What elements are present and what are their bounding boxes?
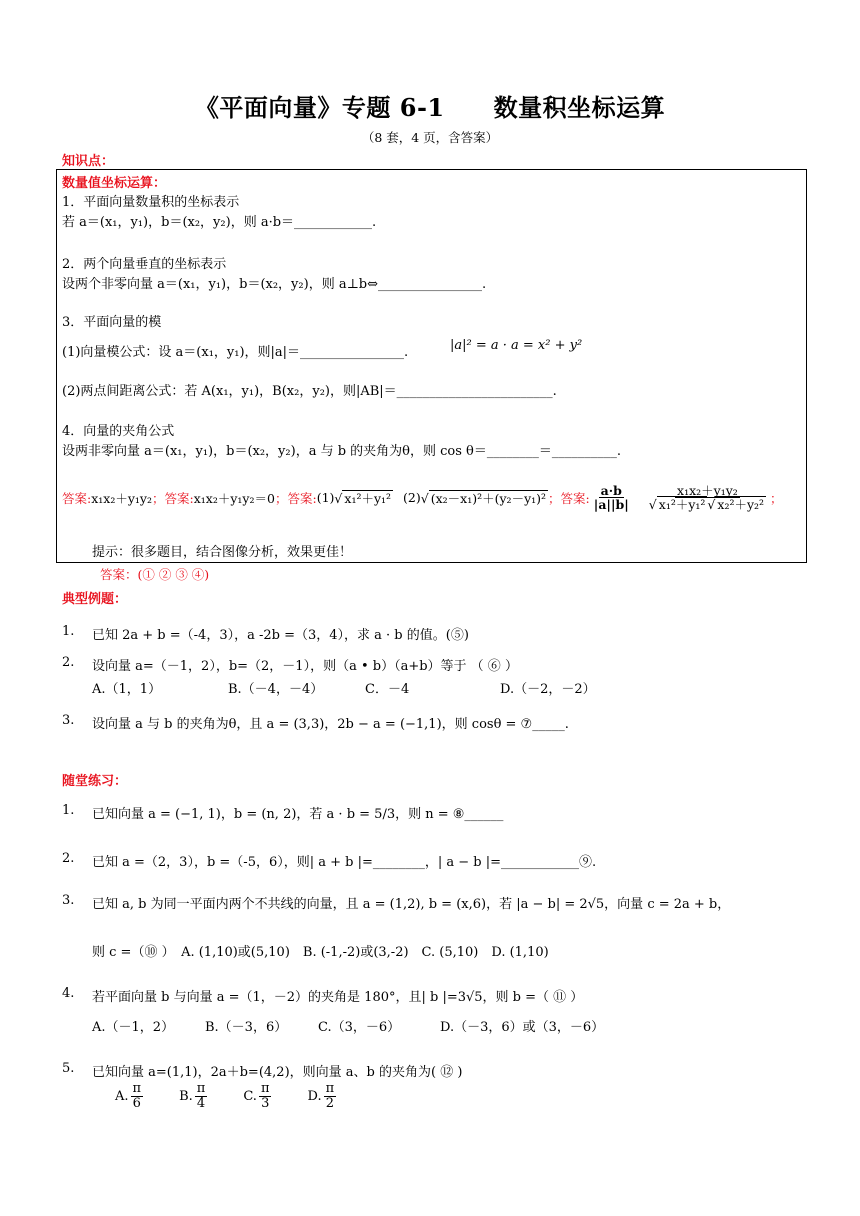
- practice-3-text: 已知 a, b 为同一平面内两个不共线的向量，且 a = (1,2), b = (x,6)，若 |a − b| = 2√5，向量 c = 2a + b，: [92, 897, 731, 912]
- option-label: A.: [115, 1088, 129, 1104]
- answer-row: 答案: x₁x₂＋y₁y₂ ； 答案: x₁x₂＋y₁y₂＝0 ； 答案: (1) √ x₁²＋y₁² (2) √ (x₂－x₁)²＋(y₂－y₁)² ； 答案: $\frac{a\cdot b}{|a||b|}$ $\frac{\text{x₁x₂＋y₁y₂}}{\text{√ x₁²＋y₁² √ x₂²＋y₂²}}$ ；: [62, 483, 783, 513]
- example-3-text: 设向量 a 与 b 的夹角为θ，且 a = (3,3)，2b − a = (−1,1)，则 cosθ = ⑦_____.: [92, 717, 569, 732]
- example-2-option-c: C．－4: [365, 682, 410, 697]
- example-2-num: 2.: [62, 655, 75, 670]
- practice-5-option-c: [243, 1082, 273, 1110]
- answer-4-den2b: x₂²＋y₂²: [717, 497, 765, 513]
- practice-5-option-a: [115, 1082, 145, 1110]
- option-num: π: [260, 1081, 270, 1096]
- answer-4-den: |a||b|: [593, 497, 629, 513]
- example-2-text: 设向量 a=（－1，2），b=（2，－1），则（a • b）（a+b）等于 （ ⑥ ）: [92, 659, 518, 674]
- practice-3-num: 3.: [62, 893, 75, 908]
- answer-4-frac2: $\frac{\text{x₁x₂＋y₁y₂}}{\text{√ x₁²＋y₁² √ x₂²＋y₂²}}$: [648, 483, 765, 513]
- example-2-option-b: B.（－4，－4）: [228, 682, 324, 697]
- option-label: D.: [307, 1088, 322, 1104]
- option-num: π: [132, 1081, 142, 1096]
- practice-2-text: 已知 a =（2，3），b =（-5，6），则| a + b |=________，| a − b |=____________⑨.: [92, 855, 597, 870]
- item4-body: 设两非零向量 a＝(x₁，y₁)，b＝(x₂，y₂)，a 与 b 的夹角为θ，则 cos θ＝________＝__________.: [62, 444, 621, 459]
- answer-label-3: 答案:: [287, 490, 317, 506]
- option-den: 3: [261, 1095, 270, 1111]
- practice-4-option-d: D.（－3，6）或（3，－6）: [440, 1020, 605, 1035]
- answers-line: 答案：(① ② ③ ④): [100, 567, 210, 582]
- practice-2-num: 2.: [62, 851, 75, 866]
- practice-4-option-a: A.（－1，2）: [92, 1020, 175, 1035]
- examples-heading: 典型例题：: [62, 592, 128, 607]
- example-1-text: 已知 2a + b =（-4，3），a -2b =（3，4），求 a · b 的值。(⑤): [92, 628, 469, 643]
- page-title: 《平面向量》专题 6-1 数量积坐标运算: [194, 93, 666, 122]
- hint-text: 提示：很多题目，结合图像分析，效果更佳！: [92, 545, 353, 560]
- answer-label-4: 答案:: [560, 490, 590, 506]
- practice-5-text: 已知向量 a=(1,1)，2a＋b=(4,2)，则向量 a、b 的夹角为( ⑫ ): [92, 1065, 463, 1080]
- page-subtitle: （8 套，4 页，含答案）: [361, 130, 499, 145]
- item2-body: 设两个非零向量 a＝(x₁，y₁)，b＝(x₂，y₂)，则 a⊥b⇔________________.: [62, 277, 487, 292]
- option-den: 4: [196, 1095, 206, 1111]
- practice-5-option-b: [179, 1082, 209, 1110]
- practice-5-option-d: [307, 1082, 338, 1110]
- answer-label-2: 答案:: [164, 490, 194, 506]
- practice-4-option-c: C.（3，－6）: [318, 1020, 401, 1035]
- practice-4-text: 若平面向量 b 与向量 a =（1，－2）的夹角是 180°，且| b |=3√5，则 b =（ ⑪ ）: [92, 990, 584, 1005]
- answer-2: x₁x₂＋y₁y₂＝0: [193, 490, 275, 506]
- practice-1-num: 1.: [62, 803, 75, 818]
- practice-5-options: [115, 1082, 338, 1110]
- item3-line2: (2)两点间距离公式：若 A(x₁，y₁)，B(x₂，y₂)，则|AB|＝________________________.: [62, 384, 557, 399]
- example-3-num: 3.: [62, 713, 75, 728]
- answer-3c: (2): [403, 490, 421, 506]
- option-den: 2: [325, 1095, 334, 1111]
- answer-label-1: 答案:: [62, 490, 92, 506]
- option-label: C.: [243, 1088, 257, 1104]
- item1-title: 1．平面向量数量积的坐标表示: [62, 195, 240, 210]
- answer-1: x₁x₂＋y₁y₂: [91, 490, 152, 506]
- option-label: B.: [179, 1088, 193, 1104]
- answer-4-den2a: x₁²＋y₁²: [658, 497, 706, 513]
- example-1-num: 1.: [62, 624, 75, 639]
- practice-heading: 随堂练习：: [62, 774, 128, 789]
- answer-4-num: a·b: [600, 483, 622, 498]
- item3-formula: |a|² = a · a = x² + y²: [450, 338, 583, 353]
- item1-body: 若 a＝(x₁，y₁)，b＝(x₂，y₂)，则 a·b＝____________.: [62, 215, 377, 230]
- answer-4-frac: [592, 484, 631, 511]
- answer-3b: x₁²＋y₁²: [344, 490, 392, 506]
- practice-4-num: 4.: [62, 986, 75, 1001]
- practice-5-num: 5.: [62, 1061, 75, 1076]
- item4-title: 4．向量的夹角公式: [62, 424, 175, 439]
- practice-3-line2: 则 c =（⑩ ） A. (1,10)或(5,10) B. (-1,-2)或(3,-2) C. (5,10) D. (1,10): [92, 945, 549, 960]
- example-2-option-d: D.（－2，－2）: [500, 682, 596, 697]
- example-2-option-a: A.（1，1）: [92, 682, 162, 697]
- box-heading: 数量值坐标运算：: [62, 176, 167, 191]
- answer-3a: (1): [316, 490, 335, 506]
- answer-3d: (x₂－x₁)²＋(y₂－y₁)²: [430, 490, 547, 506]
- option-den: 6: [132, 1095, 141, 1111]
- item3-title: 3．平面向量的模: [62, 315, 162, 330]
- item2-title: 2．两个向量垂直的坐标表示: [62, 257, 227, 272]
- practice-1-text: 已知向量 a = (−1, 1)，b = (n, 2)，若 a · b = 5/3，则 n = ⑧______: [92, 807, 504, 822]
- answer-4-num2: x₁x₂＋y₁y₂: [677, 483, 738, 498]
- knowledge-heading: 知识点：: [62, 154, 115, 169]
- option-num: π: [196, 1081, 206, 1096]
- item3-line1: (1)向量模公式：设 a＝(x₁，y₁)，则|a|＝________________.: [62, 345, 409, 360]
- practice-4-option-b: B.（－3，6）: [205, 1020, 288, 1035]
- option-num: π: [325, 1081, 335, 1096]
